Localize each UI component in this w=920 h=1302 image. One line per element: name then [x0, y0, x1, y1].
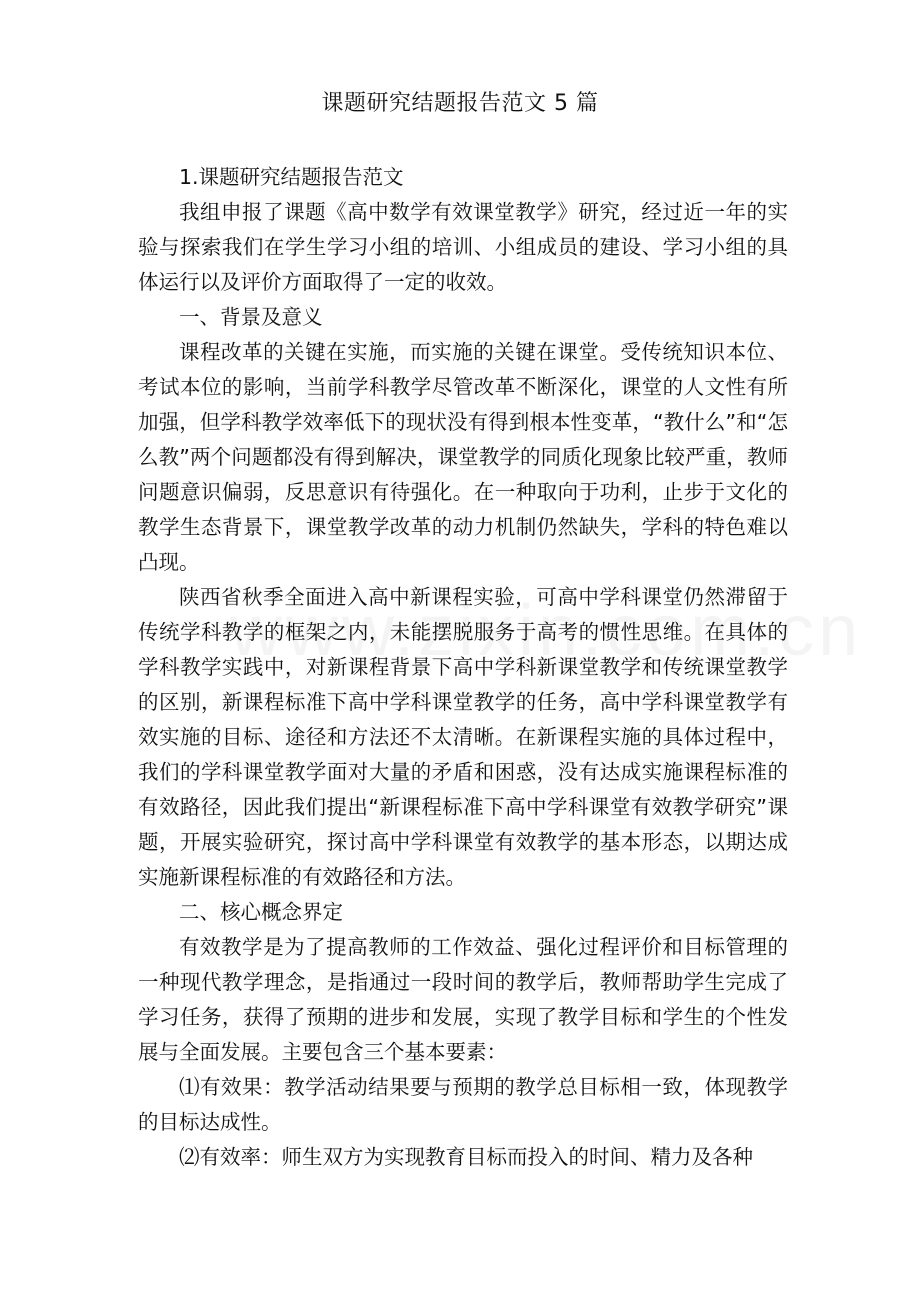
section-heading-report: 1.课题研究结题报告范文: [179, 165, 404, 189]
list-item-efficiency: ⑵有效率：师生双方为实现教育目标而投入的时间、精力及各种: [179, 1145, 753, 1169]
body-paragraph-intro: 我组申报了课题《高中数学有效课堂教学》研究，经过近一年的实验与探索我们在学生学习小组的培训、小组成员的建设、学习小组的具体运行以及评价方面取得了一定的收效。: [138, 200, 788, 294]
body-paragraph-background-2: 陕西省秋季全面进入高中新课程实验，可高中学科课堂仍然滞留于传统学科教学的框架之内，未能摆脱服务于高考的惯性思维。在具体的学科教学实践中，对新课程背景下高中学科新课堂教学和传统课堂教学的区别，新课程标准下高中学科课堂教学的任务，高中学科课堂教学有效实施的目标、途径和方法还不太清晰。在新课程实施的具体过程中，我们的学科课堂教学面对大量的矛盾和困惑，没有达成实施课程标准的有效路径，因此我们提出“新课程标准下高中学科课堂有效教学研究”课题，开展实验研究，探讨高中学科课堂有效教学的基本形态，以期达成实施新课程标准的有效路径和方法。: [138, 585, 788, 889]
section-heading-concepts: 二、核心概念界定: [179, 900, 343, 924]
list-item-effect: ⑴有效果：教学活动结果要与预期的教学总目标相一致，体现教学的目标达成性。: [138, 1075, 788, 1134]
section-heading-background: 一、背景及意义: [179, 305, 323, 329]
body-paragraph-concepts: 有效教学是为了提高教师的工作效益、强化过程评价和目标管理的一种现代教学理念，是指通过一段时间的教学后，教师帮助学生完成了学习任务，获得了预期的进步和发展，实现了教学目标和学生的个性发展与全面发展。主要包含三个基本要素：: [138, 935, 788, 1064]
body-paragraph-background-1: 课程改革的关键在实施，而实施的关键在课堂。受传统知识本位、考试本位的影响，当前学科教学尽管改革不断深化，课堂的人文性有所加强，但学科教学效率低下的现状没有得到根本性变革，“教什么”和“怎么教”两个问题都没有得到解决，课堂教学的同质化现象比较严重，教师问题意识偏弱，反思意识有待强化。在一种取向于功利，止步于文化的教学生态背景下，课堂教学改革的动力机制仍然缺失，学科的特色难以凸现。: [138, 340, 788, 574]
document-body: [138, 160, 788, 1175]
page-title: 课题研究结题报告范文 5 篇: [321, 91, 599, 116]
